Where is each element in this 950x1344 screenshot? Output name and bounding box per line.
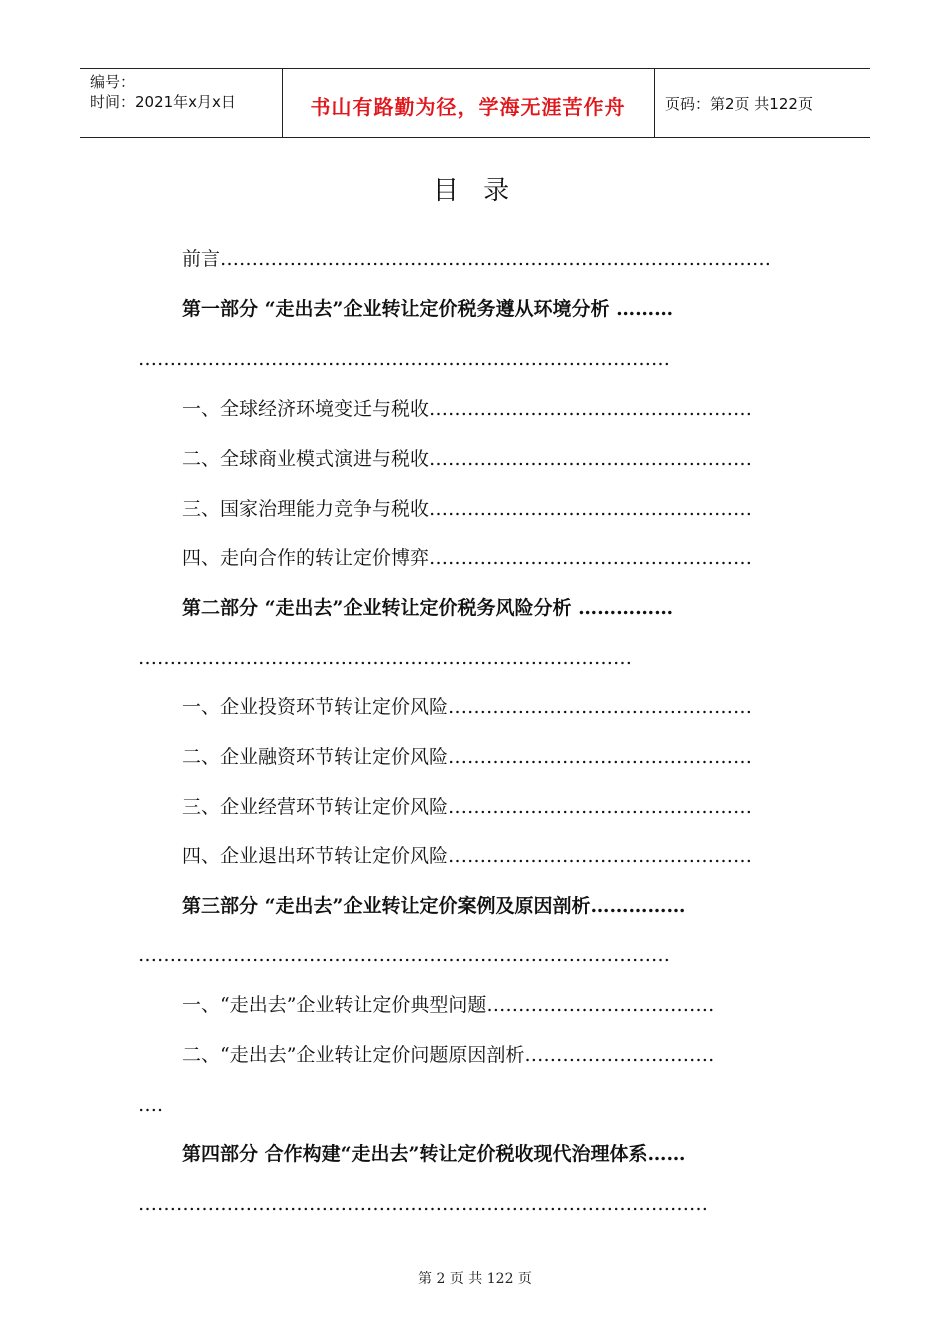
toc-part-3-dots: ………………………………………………………………………… [138, 944, 670, 966]
toc-entry-3-2: 二、“走出去”企业转让定价问题原因剖析………………………… [182, 1044, 715, 1066]
toc-entry-2-2: 二、企业融资环节转让定价风险………………………………………… [182, 746, 753, 768]
toc-entry-1-2: 二、全球商业模式演进与税收…………………………………………… [182, 448, 753, 470]
toc-part-4: 第四部分 合作构建“走出去”转让定价税收现代治理体系…… [182, 1143, 686, 1165]
page-header [80, 68, 870, 138]
toc-entry-2-3: 三、企业经营环节转让定价风险………………………………………… [182, 796, 753, 818]
toc-part-3: 第三部分 “走出去”企业转让定价案例及原因剖析…………… [182, 895, 686, 917]
page-info: 页码：第2页 共122页 [665, 95, 813, 113]
toc-part-4-dots: ……………………………………………………………………………… [138, 1193, 708, 1215]
toc-entry-3-1: 一、“走出去”企业转让定价典型问题……………………………… [182, 994, 715, 1016]
toc-entry-1-3: 三、国家治理能力竞争与税收…………………………………………… [182, 498, 753, 520]
toc-part-1: 第一部分 “走出去”企业转让定价税务遵从环境分析 ……… [182, 298, 674, 320]
toc-entry-1-4: 四、走向合作的转让定价博弈…………………………………………… [182, 547, 753, 569]
page-footer: 第 2 页 共 122 页 [418, 1271, 532, 1287]
number-label: 编号： [90, 73, 136, 91]
toc-entry-2-1: 一、企业投资环节转让定价风险………………………………………… [182, 696, 753, 718]
toc-part-2: 第二部分 “走出去”企业转让定价税务风险分析 …………… [182, 597, 674, 619]
toc-part-1-dots: ………………………………………………………………………… [138, 348, 670, 370]
toc-entry-1-1: 一、全球经济环境变迁与税收…………………………………………… [182, 398, 753, 420]
toc-part-2-dots: …………………………………………………………………… [138, 647, 632, 669]
header-page-cell [655, 69, 870, 137]
time-label: 时间：2021年x月x日 [90, 93, 236, 111]
header-meta-cell [80, 69, 283, 137]
toc-entry-3-2-dots: …. [138, 1094, 164, 1116]
motto-text: 书山有路勤为径，学海无涯苦作舟 [310, 95, 626, 119]
page-title: 目 录 [432, 176, 518, 206]
toc-entry-2-4: 四、企业退出环节转让定价风险………………………………………… [182, 845, 753, 867]
toc-entry-preface: 前言…………………………………………………………………………… [182, 248, 772, 270]
header-motto-cell [282, 69, 655, 137]
